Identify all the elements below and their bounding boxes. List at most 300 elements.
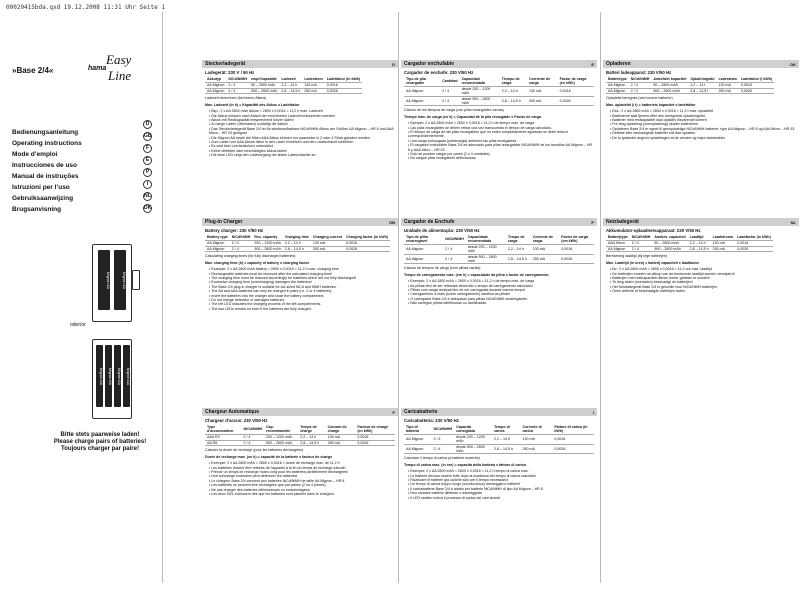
table-cell: AA Mignon (404, 244, 443, 254)
table-cell: AA Mignon (606, 246, 630, 252)
language-code-badge: F (143, 144, 152, 153)
list-item-text: Las pilas recargables se deben retirar una vez transcurrido el tiempo de carga calculado. (410, 125, 552, 130)
section-formula: Tempo de carregamento máx. (em h) = capacidade da pilha x factor de carregamento (404, 272, 549, 277)
table-header-cell: Temps de charge (298, 425, 325, 434)
section-formula: Tiempo máx. de carga (en h) = Capacidad de la pila recargable x Factor de carga (404, 114, 542, 119)
manual-section (202, 408, 398, 496)
section-title (603, 218, 799, 226)
section-subtitle: Ladegerät: 230 V / 50 Hz (205, 70, 255, 75)
language-item: Gebruiksaanwijzing (12, 195, 74, 202)
list-item: • Il caricabatterie Base 2/4 è adatto per batterie NiCd/NiMH di tipo AA Mignon – HR 6. (408, 486, 544, 491)
battery-cell: Mignon AA (123, 345, 130, 407)
list-item-text: The AA and AAA batteries can only be charged in pairs (i.e. 2 or 4 batteries). (211, 289, 333, 294)
table-cell: AA Mignon (207, 88, 225, 93)
table-row (404, 244, 594, 254)
list-item-text: Rechargeable batteries must be removed after the calculated charging time! (211, 271, 333, 276)
table-cell: 2 / 4 (629, 82, 652, 88)
list-item-text: The Base 2/4 plug-in charger is suitable for AA-sized NiCd and NiMH batteries. (211, 284, 337, 289)
table-cell: 2,8 – 14,5 h (506, 254, 531, 264)
table-cell: 2 / 4 (630, 240, 653, 246)
brand-logo (88, 48, 132, 86)
table-cell: AA Mignon (606, 88, 629, 94)
table-cell: AA Mignon (404, 444, 432, 454)
list-item-text: Opladeren Base 2/4 er egnet til genopladelige NiCd/NiMH batterier, type AA Mignon – HR 6 og AAA Micro – HR 03. (612, 126, 796, 131)
manual-section (202, 218, 398, 311)
table-row (404, 96, 594, 106)
section-formula: Max. opladetid (i t) = batteriets kapacitet x ladefaktor (606, 102, 696, 107)
section-language-code: GB (389, 220, 395, 225)
table-cell: 250 mA (520, 444, 552, 454)
manual-section (202, 60, 398, 158)
table-cell: 250 mA (527, 96, 558, 106)
table-cell: 2,2 – 14 h (688, 240, 711, 246)
table-header-cell: Tipo de pila recargable (404, 77, 440, 86)
table-header-cell: Cap. recommandée (264, 425, 298, 434)
table-cell: 0,0016 (739, 82, 774, 88)
section-title (202, 218, 398, 226)
table-cell: 130 mA (520, 434, 552, 444)
section-language-code: E (591, 62, 594, 67)
list-item-text: The left LED indicates the charging process of the left compartments. (211, 302, 322, 307)
list-item-text: Es wird kein Leerlaufschutz unterstützt. (211, 144, 274, 149)
language-code-badge: I (143, 180, 152, 189)
list-item-text: The two LEDs remain on even if the batteries are fully charged. (211, 306, 312, 311)
table-cell: 2 / 4 (241, 440, 264, 446)
list-item: • Ejemplo: 2 x AA 2800 mAh = 2800 x 0,0016 = 11,2 h de tiempo máx. de carga (408, 121, 535, 126)
table-cell: 2,2 – 14 h (298, 434, 325, 440)
list-item-text: Exemple: 2 x AA 2800 mAh = 2800 x 0,0016 = durée de recharge max. de 11,2 h (211, 461, 340, 466)
table-cell: 2 / 4 (440, 96, 459, 106)
table-header-cell: Factor de carga (en kWh) (558, 77, 594, 86)
table-cell: AA Mignon (404, 96, 440, 106)
list-item-text: Não carregue pilhas defeituosas ou danificadas. (410, 301, 487, 306)
table-cell: 0,0026 (735, 246, 773, 252)
table-cell: AA Mignon (404, 86, 440, 96)
table-cell: 0,0016 (559, 244, 594, 254)
table-header-cell: Fattore di carica (in kWh) (552, 425, 594, 434)
table-header-cell: NiCd/NiMH (432, 425, 455, 434)
table-header-cell: NiCd/NiMH (630, 77, 650, 82)
section-title-text: Cargador de Enchufe (404, 219, 455, 225)
table-header-cell: NiCd/NiMH (631, 235, 651, 240)
table-cell: 130 mA (716, 82, 738, 88)
section-subtitle: Unidade de alimentação: 230 V/50 Hz (404, 228, 480, 233)
list-item: • Te lang laden (overladen) beschadigt de batterijen! (610, 280, 693, 285)
list-item-text: Une surcharge excessive peut détériorer les batteries! (211, 474, 298, 479)
table-cell: 2,8 – 14,5 h (298, 440, 325, 446)
spec-table (205, 77, 362, 94)
section-formula: Max. Ladezeit (in h) = Kapazität des Akkus x Ladefaktor (205, 102, 300, 107)
brand-line2: Line (108, 68, 132, 83)
section-title (202, 408, 398, 416)
table-header-cell: Type d'accumulateur (205, 425, 241, 434)
section-title (401, 218, 597, 226)
list-item: • Batterier med restkapacitet skal oplades tilsvarende kortere. (610, 117, 708, 122)
list-item-text: O carregador Base 2/4 é adequado para pilhas NiCd/NiMH recarregáveis. (410, 296, 528, 301)
section-paragraph: Calculating charging times (for fully discharged batteries) (205, 254, 296, 259)
list-item-text: Die linke LED zeigt den Ladevorgang der linken Ladeschächte an. (211, 153, 317, 158)
list-item-text: Carregamento a mais (sobre carregamento) danifica as pilhas! (410, 292, 510, 297)
manual-section (401, 408, 597, 500)
list-item: • Bsp.: 2 x AA 2800 mAh Akkus = 2800 x 0,0016 = 11,2 h max. Ladezeit (209, 109, 323, 114)
section-language-code: DK (790, 62, 796, 67)
list-item-text: Batterijen met restcapaciteit dienen korter geladen te worden! (612, 275, 711, 280)
table-cell: 50 – 2800 mAh (651, 82, 688, 88)
section-subtitle: Caricabatteria: 230 V/50 Hz (404, 418, 459, 423)
section-subtitle: Cargador de enchufe: 230 V/50 Hz (404, 70, 474, 75)
section-language-code: D (392, 62, 395, 67)
table-cell: 2 / 4 (629, 88, 652, 94)
language-codes (143, 120, 152, 216)
table-cell: AA Mignon (205, 246, 230, 252)
list-item: • Una carga prolongada (sobrecarga) deteriora las pilas recargables. (408, 138, 518, 143)
list-item: • Il LED sinistro indica il processo di carica dei vani sinistri. (408, 495, 501, 500)
language-code-badge: DK (144, 205, 152, 211)
list-item: • Do not charge defective or damaged batteries. (209, 298, 286, 302)
list-item: • Les batteries ne peuvent être rechargées que par paires (2 ou 4 pièces). (209, 483, 327, 488)
list-item: • Exemple: 2 x AA 2800 mAh = 2800 x 0,0016 = durée de recharge max. de 11,2 h (209, 461, 340, 466)
list-item-text: Insert the batteries into the charger and close the battery compartment. (211, 293, 325, 298)
table-cell: desde 500 – 2600 mAh (454, 444, 492, 454)
table-cell: 2 / 4 (630, 246, 653, 252)
table-row (404, 254, 594, 264)
table-cell: AAA R3 (205, 434, 241, 440)
section-language-code: NL (790, 220, 796, 225)
spec-table (205, 425, 395, 446)
table-header-cell: Cantidad (440, 77, 459, 86)
table-header-cell: Factor de carga (em kWh) (559, 235, 594, 244)
battery-cell: Mignon AA (114, 250, 126, 310)
table-header-cell: NiCd/NiMH (443, 235, 466, 244)
table-header-row (205, 425, 395, 434)
table-cell: 2,2 – 14 h (506, 244, 531, 254)
list-item: • Carregamento a mais (sobre carregamento) danifica as pilhas! (408, 292, 510, 297)
list-item: • For lang opladning (overopladning) skader batterierne. (610, 122, 699, 127)
table-row (205, 246, 390, 252)
list-item: • De to lysdioder angiver opladningen af de venstre og højre ladeskakter. (610, 135, 726, 140)
table-cell: 2 / 4 (432, 444, 455, 454)
table-cell: 500 – 2600 mAh (652, 246, 687, 252)
list-item-text: Zu lange Laden (Überladen) schädigt die Akkus! (211, 122, 288, 127)
table-cell: desde 500 – 2600 mAh (466, 254, 506, 264)
list-item-text: Il LED sinistro indica il processo di carica dei vani sinistri. (410, 495, 501, 500)
language-code-badge: GB (144, 133, 152, 139)
list-item-text: Ne pas charger des batteries défectueuses ou endommagées. (211, 487, 311, 492)
list-item: • Não carregue pilhas defeituosas ou danificadas. (408, 301, 487, 306)
section-title-text: Cargador enchufable (404, 61, 455, 67)
list-item: • Las pilas recargables se deben retirar una vez transcurrido el tiempo de carga calculado. (408, 125, 552, 130)
list-item: • Le batterie devono essere tolte dopo la scadenza del tempo di carica calcolato! (408, 473, 537, 478)
table-cell: 0,0016 (552, 434, 594, 444)
list-item-text: Pilhas com carga residual têm de ser carregadas durante menos tempo! (410, 287, 526, 292)
list-item: • Zu lange Laden (Überladen) schädigt die Akkus! (209, 122, 288, 127)
table-cell: 2,2 – 14 t (688, 82, 716, 88)
battery-cell: Mignon AA (96, 345, 103, 407)
section-formula: Durée de recharge max. (en h) = capacité de la batterie x facteur de charge (205, 454, 333, 459)
table-header-cell: Charging factor (in kWh) (346, 235, 388, 240)
list-item: • Batterijen met restcapaciteit dienen korter geladen te worden! (610, 275, 711, 280)
table-header-cell: Facteur de charge (en kWh) (355, 425, 395, 434)
table-row (205, 88, 362, 94)
table-cell: 200 – 1200 mAh (254, 241, 281, 246)
table-cell: AA R6 (205, 440, 241, 446)
section-paragraph: Calculer la durée de recharge (pour les batteries déchargées) (205, 448, 304, 453)
section-title-text: Netzladegerät (606, 219, 639, 225)
list-item: • Die linke LED zeigt den Ladevorgang der linken Ladeschächte an. (209, 153, 317, 158)
list-item: • Example: 2 x AA 2800 mAh battery = 2800 x 0.0016 = 11.2 h max. charging time (209, 267, 339, 272)
table-header-cell: Tempo de carga (506, 235, 531, 244)
charging-note (40, 432, 160, 453)
table-header-row (404, 425, 594, 434)
manual-section (401, 60, 597, 161)
note-line: Bitte stets paarweise laden! (60, 432, 140, 438)
table-cell: 50 – 2800 mAh (249, 82, 279, 88)
table-cell: 0,0026 (559, 254, 594, 264)
table-cell: 0,0026 (325, 88, 363, 94)
list-item-text: Excessive charging time (overcharging) damages the batteries! (211, 280, 312, 285)
list-item: • No cargue pilas recargables defectuosas. (408, 156, 477, 161)
table-header-row (404, 235, 594, 244)
table-row (404, 434, 594, 444)
charger-illustration-bottom (84, 335, 144, 427)
table-cell: AA Mignon (404, 254, 443, 264)
table-header-cell: Tempo di carica (492, 425, 520, 434)
list-item: • Ne pas charger des batteries défectueuses ou endommagées. (209, 487, 311, 492)
table-cell: desde 200 – 1200 mAh (454, 434, 492, 444)
section-title (401, 408, 597, 416)
list-item: • Batterierne skal fjernes efter den beregnede opladningstid. (610, 113, 706, 118)
table-header-cell: empf.Kapazität (249, 77, 279, 82)
table-header-cell: NiCd/NiMH (231, 235, 251, 240)
language-code-badge: P (143, 168, 152, 177)
section-title-text: Steckerladegerät (205, 61, 246, 67)
list-item: • Opladeren Base 2/4 er egnet til genopladelige NiCd/NiMH batterier, type AA Mignon – HR 6 og AAA Micro – HR 03. (610, 126, 796, 131)
table-header-cell: Opladningstid (690, 77, 715, 82)
spec-table (606, 235, 773, 252)
list-item: • Une surcharge excessive peut détériorer les batteries! (209, 474, 298, 479)
section-paragraph: Ladezeit berechnen (bei leeren Akkus) (205, 96, 267, 101)
language-item: Operating instructions (12, 140, 82, 147)
table-cell: 0,0026 (558, 96, 594, 106)
table-header-cell: Batteritype (608, 77, 627, 82)
list-item: • The charging time must be reduced accordingly for batteries which are not fully discharged! (209, 275, 357, 280)
list-item: • Non caricare batterie difettose o danneggiate. (408, 491, 483, 496)
language-item: Bedienungsanleitung (12, 129, 79, 136)
table-header-cell: Charging time (284, 235, 309, 240)
table-cell: 250 mA (711, 246, 736, 252)
table-cell: 130 mA (711, 240, 736, 246)
table-header-cell: Battery type (207, 235, 228, 240)
list-item-text: Batterierne skal fjernes efter den beregnede opladningstid. (612, 113, 706, 118)
list-item: • Les deux DEL s'allument dès que les batteries sont placées dans le chargeur. (209, 492, 335, 496)
section-language-code: P (591, 220, 594, 225)
language-item: Brugsanvisning (12, 206, 62, 213)
table-header-cell: Capacità consigliata (454, 425, 492, 434)
language-item: Manual de instruções (12, 173, 79, 180)
table-header-cell: Akkutyp (205, 77, 226, 82)
table-cell: 500 – 2600 mAh (250, 88, 278, 93)
table-header-cell: Batterijtype (608, 235, 628, 240)
table-cell: 250 mA (311, 246, 344, 252)
spec-table (404, 235, 594, 264)
table-cell: 2 / 4 (443, 254, 466, 264)
brand-name: hama (88, 65, 107, 72)
table-cell: 0,0026 (355, 440, 395, 446)
list-item: • Het Netzladegerät Base 2/4 is geschikt voor NiCd/NiMH batterijen. (610, 284, 718, 289)
table-header-cell: Capacidade recomendada (466, 235, 506, 244)
table-cell: AA Mignon (207, 83, 225, 88)
list-item: • Zum Laden von AAA Akkus diese in den Lader einsetzen und den Ladeschacht schließen. (209, 140, 355, 144)
list-item: • Pilhas com carga residual têm de ser carregadas durante menos tempo! (408, 287, 526, 292)
list-item-text: Geen defecte of beschadigde batterijen laden. (612, 289, 686, 294)
list-item-text: Les batteries doivent être retirées de l'appareil à la fin du temps de recharge calculé! (211, 465, 346, 470)
table-cell: AA Mignon (404, 434, 432, 444)
list-item-text: Prévoir un temps de recharge moins long pour les batteries partiellement déchargées! (211, 469, 348, 474)
list-item: • As pilhas têm de ser retiradas decorrido o tempo de carregamento calculado! (408, 283, 533, 288)
table-cell: 0,0016 (355, 434, 395, 440)
table-cell: 2,2 – 14 h (500, 86, 527, 96)
table-header-cell: Capacidad recomendada (460, 77, 500, 86)
section-subtitle: Batteri ladeapparat: 230 V/50 Hz (606, 70, 672, 75)
table-cell: AAA Micro (606, 240, 630, 246)
list-item: • Esempio: 2 x AA 2800 mAh = 2800 x 0,0016 = 11,2 h tempo di carica max. (408, 469, 529, 474)
table-cell: 0,0026 (739, 88, 774, 94)
brand-line1: Easy (106, 52, 132, 67)
table-cell: 2 / 4 (432, 434, 455, 444)
section-title (603, 60, 799, 68)
list-item: • Exemplo: 2 x AA 2800 mAh = 2800 x 0,0016 = 11,2 h de tempo máx. de carga (408, 279, 535, 284)
list-item-text: The charging time must be reduced accordingly for batteries which are not fully discharged! (211, 275, 357, 280)
list-item-text: Akkus mit Restkapazität entsprechend kürzer laden! (211, 117, 294, 122)
list-item-text: Defekte eller beskadigede batterier må ikke oplades. (612, 131, 696, 136)
list-item-text: For lang opladning (overopladning) skader batterierne. (612, 122, 699, 127)
list-item: • Un tempo di carica troppo lungo (sovraccarica) danneggia le batterie! (408, 482, 521, 487)
list-item-text: Ricaricare le batterie già cariche solo per il tempo necessario! (410, 477, 509, 482)
battery-cell: Mignon AA (114, 345, 121, 407)
table-header-cell: Charging current (312, 235, 343, 240)
table-cell: 130 mA (527, 86, 558, 96)
list-item-text: Das Steckerladegerät Base 2/4 ist für wiederaufladbare NiCd/NiMH Akkus der Größen AA Mignon – HR 6 und AAA Micro – HR 03 geeignet (209, 126, 394, 136)
table-cell: 130 mA (531, 244, 559, 254)
column-divider (162, 12, 163, 583)
list-item-text: Non caricare batterie difettose o danneggiate. (410, 491, 483, 496)
table-cell: 2,8 – 14,5 h (689, 246, 709, 251)
table-cell: 2 / 4 (226, 82, 249, 88)
list-item-text: Les deux DEL s'allument dès que les batteries sont placées dans le chargeur. (211, 492, 335, 496)
table-header-cell: Tipo de pilha recarregável (404, 235, 443, 244)
table-cell: 130 mA (302, 82, 324, 88)
section-formula: Max. charging time (h) = capacity of battery x charging factor (205, 260, 310, 265)
list-item-text: Do not charge defective or damaged batteries. (211, 298, 286, 302)
list-item-text: Solo se pueden cargar por pares (2 o 4 unidades). (410, 152, 491, 156)
table-cell: 250 mA (326, 440, 356, 446)
table-cell: AA Mignon (205, 240, 230, 246)
section-formula: Tempo di carica max. (in ore) = capacità della batteria x fattore di carica (404, 462, 526, 467)
plug-prongs (132, 270, 140, 290)
spec-table (404, 425, 594, 454)
table-cell: 0,0016 (344, 240, 390, 246)
section-subtitle: Chargeur d'accus: 230 V/50 Hz (205, 418, 268, 423)
list-item: • The two LEDs remain on even if the batteries are fully charged. (209, 306, 312, 311)
list-item-text: Le chargeur Base 2/4 convient aux batteries NiCd/NiMH de taille AA Mignon – HR 6. (211, 478, 346, 483)
table-cell: 500 – 2600 mAh (264, 440, 298, 446)
list-item: • Bv.: 2 x AA 2800 mAh = 2800 x 0,0016 = 11,2 uur max. laadtijd (610, 267, 712, 272)
language-item: Mode d’emploi (12, 151, 58, 158)
table-cell: 130 mA (326, 434, 356, 440)
table-cell: 0,0026 (344, 246, 390, 252)
column-divider (600, 12, 601, 583)
table-cell: 250 mA (302, 88, 324, 94)
list-item: • Die Mignon AA sowie die Micro AAA Akkus können nur paarweise in 2 oder 4 Stück geladen werden. (209, 135, 371, 140)
list-item-text: De to lysdioder angiver opladningen af de venstre og højre ladeskakter. (612, 135, 726, 140)
charger-illustration-top (84, 240, 144, 330)
list-item: • Les batteries doivent être retirées de l'appareil à la fin du temps de recharge calculé! (209, 465, 346, 470)
table-row (404, 444, 594, 454)
table-header-cell: NiCd/NiMH (228, 77, 247, 82)
battery-cell: Mignon AA (105, 345, 112, 407)
table-cell: 2,8 – 14,5 h (283, 246, 311, 252)
table-cell: 200 – 1200 mAh (264, 434, 298, 440)
note-line: Please charge pairs of batteries! (53, 439, 147, 445)
list-item: • Das Steckerladegerät Base 2/4 ist für wiederaufladbare NiCd/NiMH Akkus der Größen AA Mignon – HR 6 und AAA Micro – HR 03 geeignet (209, 126, 394, 136)
section-title (202, 60, 398, 68)
list-item-text: Example: 2 x AA 2800 mAh battery = 2800 x 0.0016 = 11.2 h max. charging time (211, 267, 339, 272)
table-cell: 2,8 – 14,5 h (492, 444, 520, 454)
table-header-cell: Tipo di batteria (404, 425, 432, 434)
or-label: oder/or (70, 322, 86, 328)
table-header-cell: Ladestrom (304, 77, 323, 82)
list-item-text: El tiempo de carga de las pilas recargables que no estén completamente agotadas se debe reducir correspondientemente. (408, 129, 568, 139)
table-row (205, 440, 395, 446)
list-item: • The Base 2/4 plug-in charger is suitable for AA-sized NiCd and NiMH batteries. (209, 284, 337, 289)
table-cell: 2,2 – 14 h (283, 240, 311, 246)
table-cell: 0,0016 (735, 240, 773, 246)
list-item: • De batterijen moeten na afloop van de berekende laadtijd worden verwijderd! (610, 271, 735, 276)
section-language-code: F (392, 410, 395, 415)
product-title: »Base 2/4« (12, 66, 54, 75)
table-cell: 2 / 4 (443, 244, 466, 254)
table-row (606, 88, 774, 94)
list-item: • Keine defekten oder beschädigten Akkus laden! (209, 148, 288, 153)
table-cell: 130 mA (311, 240, 344, 246)
list-item: • Geen defecte of beschadigde batterijen laden. (610, 289, 686, 294)
section-paragraph: Cálculo de los tiempos de carga (con pilas recargables vacías) (404, 108, 504, 113)
section-paragraph: Cálculo de tempos de carga (com pilhas vazias) (404, 266, 481, 271)
manual-section (603, 60, 799, 140)
table-header-cell: Ladezeit (279, 77, 302, 82)
table-cell: 250 mA (531, 254, 559, 264)
table-cell: 2,8 – 14,5 h (500, 96, 527, 106)
section-subtitle: Akkumulator-oplaadnetsapparaat: 230 V/50 Hz (606, 228, 701, 233)
list-item: • Insert the batteries into the charger and close the battery compartment. (209, 293, 325, 298)
table-header-cell: Anbefalet kapacitet (653, 77, 687, 82)
section-title-text: Plug-in Charger (205, 219, 243, 225)
list-item-text: El cargador enchufable Base 2/4 es adecuado para pilas recargables NiCd/NiMH de los tamaños AA Mignon – HR 6 y AAA Micro – HR 03. (408, 143, 593, 152)
table-row (606, 246, 773, 252)
table-cell: desde 500 – 2600 mAh (460, 96, 500, 106)
table-cell: desde 200 – 1200 mAh (460, 86, 500, 96)
spec-table (404, 77, 594, 106)
list-item-text: As pilhas têm de ser retiradas decorrido o tempo de carregamento calculado! (410, 283, 533, 288)
list-item: • O carregador Base 2/4 é adequado para pilhas NiCd/NiMH recarregáveis. (408, 296, 528, 301)
table-cell: 0,0026 (552, 444, 594, 454)
table-cell: 2,2 – 14 h (279, 82, 302, 88)
manual-section (603, 218, 799, 294)
list-item-text: Die Akkus müssen nach Ablauf der errechneten Ladezeit entnommen werden! (211, 113, 336, 118)
list-item-text: Bsp.: 2 x AA 2800 mAh Akkus = 2800 x 0,0016 = 11,2 h max. Ladezeit (211, 109, 323, 114)
list-item-text: Het Netzladegerät Base 2/4 is geschikt voor NiCd/NiMH batterijen. (612, 284, 718, 289)
list-item-text: Esempio: 2 x AA 2800 mAh = 2800 x 0,0016 = 11,2 h tempo di carica max. (410, 469, 529, 474)
